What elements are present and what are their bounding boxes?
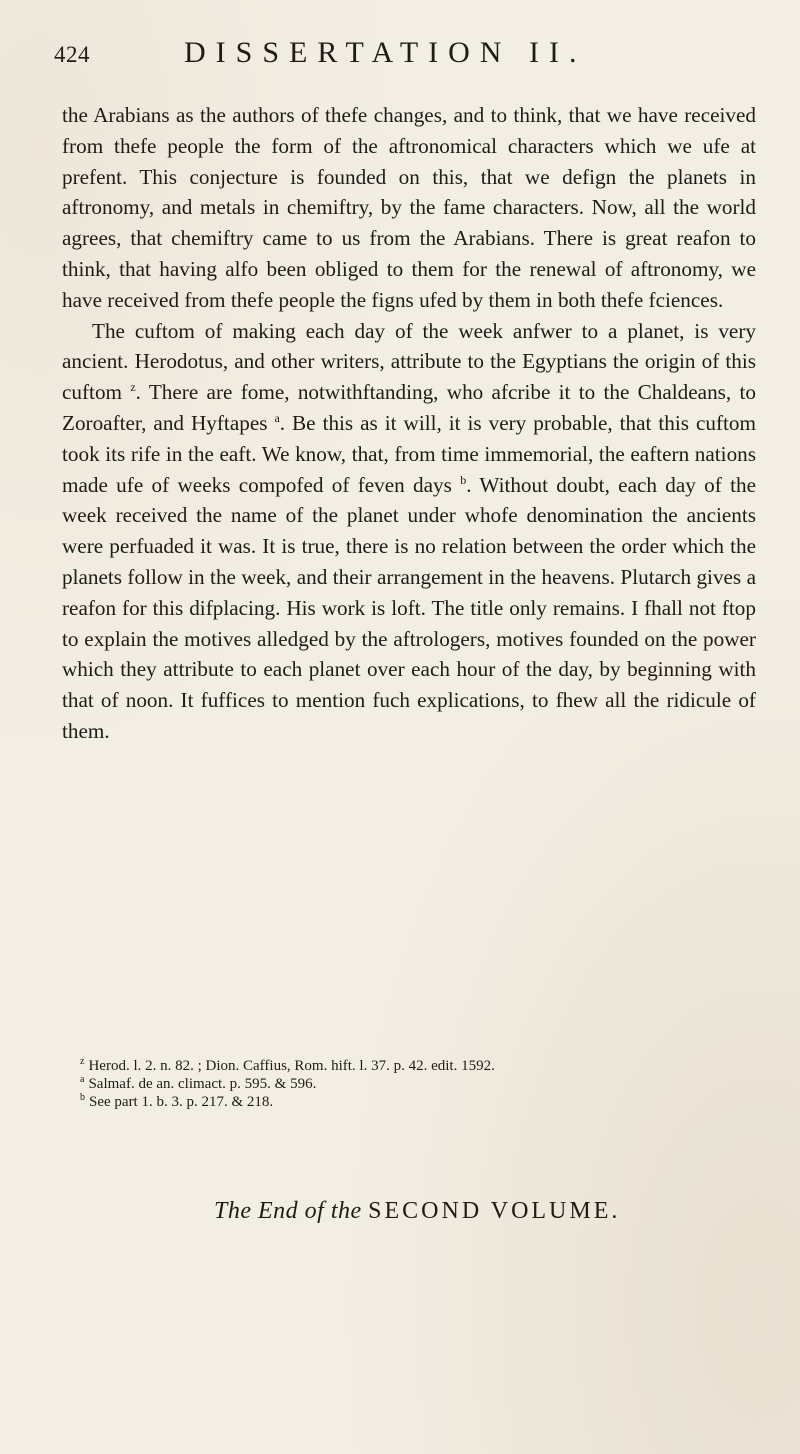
end-note-italic: The End of the: [214, 1198, 362, 1224]
paragraph-text: . Without doubt, each day of the week received the name of the planet under whofe denomination the ancients were perfuaded it was. It is true, there is no relation between the order which the planets follow in the week, and their arrangement in the heavens. Plutarch gives a reafon for this difplacing. His work is loft. The title only remains. I fhall not ftop to explain the motives alledged by the aftrologers, motives founded on the power which they attribute to each planet over each hour of the day, by beginning with that of noon. It fuffices to mention fuch explications, to fhew all the ridicule of them.: [62, 472, 756, 743]
footnote-mark: b: [80, 1092, 85, 1103]
footnote-text: See part 1. b. 3. p. 217. & 218.: [89, 1094, 274, 1110]
footnote-reference[interactable]: b: [460, 472, 467, 487]
body-text: [62, 100, 756, 747]
footnotes: [80, 1057, 760, 1111]
footnote-reference[interactable]: z: [130, 380, 136, 395]
footnote-reference[interactable]: a: [274, 410, 280, 425]
end-note-volume: SECOND VOLUME.: [368, 1198, 621, 1224]
footnote: [80, 1093, 760, 1111]
footnote-mark: z: [80, 1056, 85, 1067]
footnote-text: Salmaf. de an. climact. p. 595. & 596.: [88, 1076, 317, 1092]
paragraph-text: The cuftom of making each day of the week anfwer to a planet, is very ancient. Herodotus, and other writers, attribute to the Egyptians the origin of this cuftom: [62, 318, 756, 405]
footnote-mark: a: [80, 1074, 85, 1085]
page-header: [54, 36, 754, 76]
paragraph: [62, 316, 756, 747]
page-number: 424: [54, 42, 90, 67]
paragraph-text: the Arabians as the authors of thefe changes, and to think, that we have received from thefe people the form of the aftronomical characters which we ufe at prefent. This conjecture is founded on this, that we defign the planets in aftronomy, and metals in chemiftry, by the fame characters. Now, all the world agrees, that chemiftry came to us from the Arabians. There is great reafon to think, that having alfo been obliged to them for the renewal of aftronomy, we have received from thefe people the figns ufed by them in both thefe fciences.: [62, 103, 756, 312]
footnote: [80, 1075, 760, 1093]
footnote: [80, 1057, 760, 1075]
paragraph: [62, 100, 756, 316]
running-head: DISSERTATION II.: [184, 36, 587, 69]
end-of-volume-note: [214, 1198, 620, 1225]
paragraph-text: . There are fome, notwithftanding, who afcribe it to the Chaldeans, to Zoroafter, and Hyftapes: [62, 380, 756, 435]
footnote-text: Herod. l. 2. n. 82. ; Dion. Caffius, Rom. hift. l. 37. p. 42. edit. 1592.: [88, 1058, 495, 1074]
paragraph-text: . Be this as it will, it is very probable, that this cuftom took its rife in the eaft. We know, that, from time immemorial, the eaftern nations made ufe of weeks compofed of feven days: [62, 410, 757, 497]
